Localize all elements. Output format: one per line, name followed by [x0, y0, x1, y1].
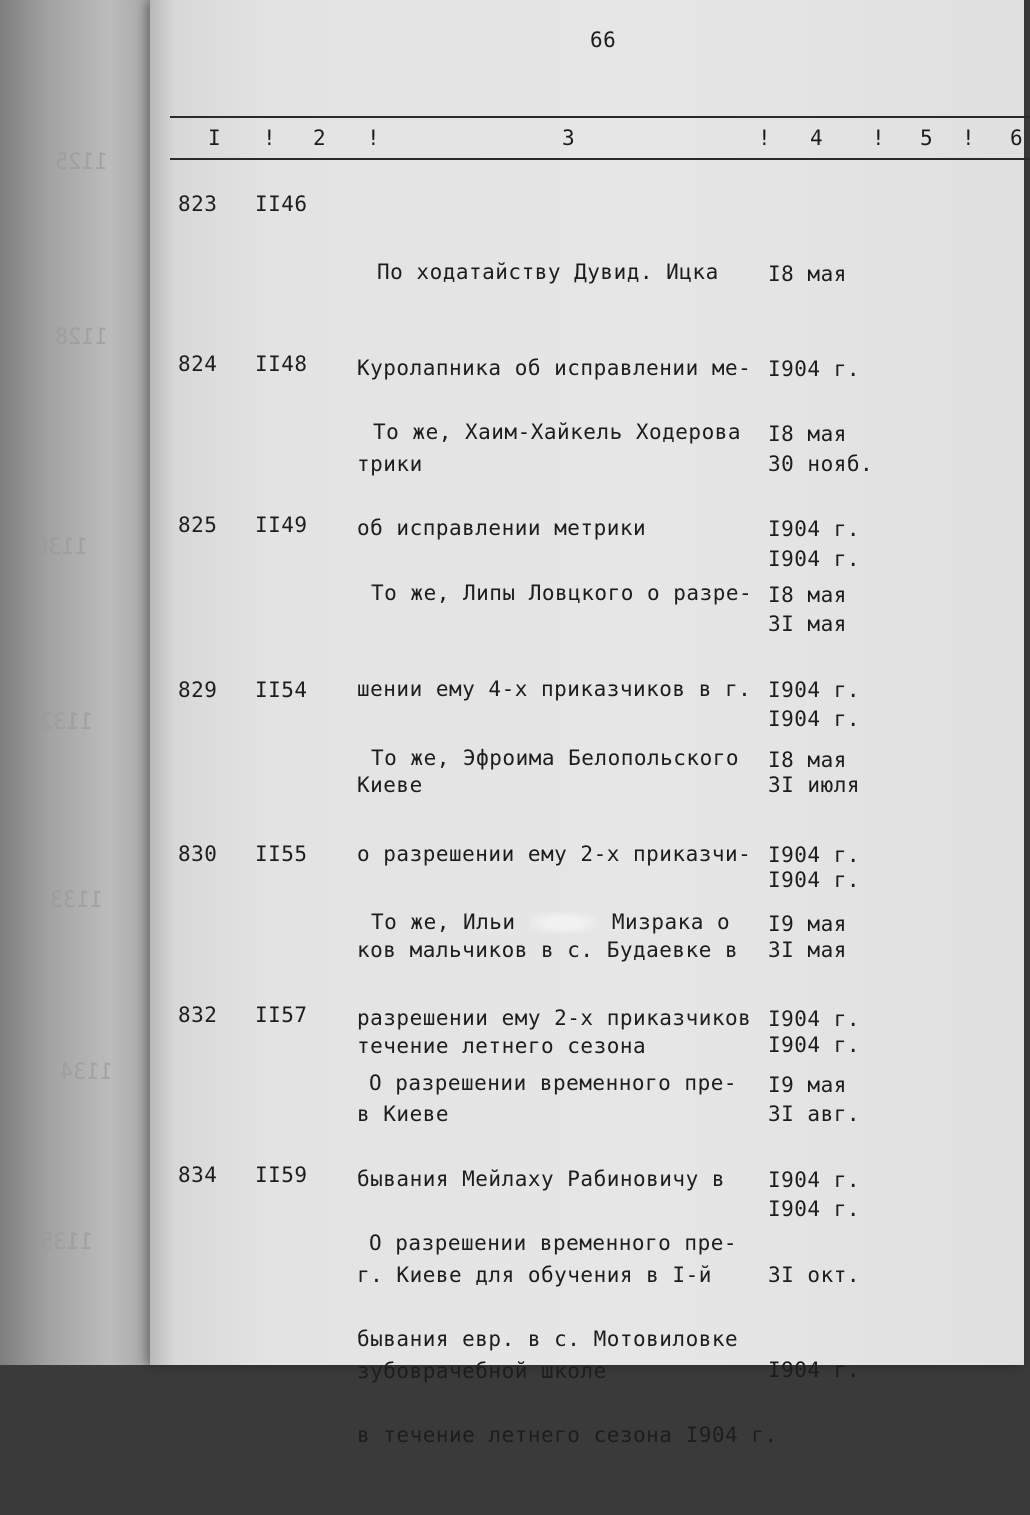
- date-line: 30 нояб.: [768, 452, 874, 476]
- description-line: О разрешении временного пре-: [369, 1231, 738, 1255]
- description-fragment: То же, Ильи: [371, 910, 516, 934]
- column-separator: !: [758, 126, 772, 150]
- column-header-5: 5: [920, 126, 934, 150]
- description-line: бывания Мейлаху Рабиновичу в: [357, 1167, 726, 1191]
- entry-code: II46: [255, 192, 308, 216]
- date-line: I904 г.: [768, 1168, 861, 1192]
- date-line: I904 г.: [768, 868, 861, 892]
- date-line: I9 мая: [768, 1073, 847, 1097]
- column-separator: !: [962, 126, 976, 150]
- description-line: [357, 906, 751, 938]
- entry-number: 830: [178, 842, 218, 866]
- entry-code: II54: [255, 678, 308, 702]
- ghost-number: 1128: [55, 325, 108, 350]
- previous-page-edge: [0, 0, 150, 1365]
- date-line: 3I окт.: [768, 1263, 861, 1287]
- entry-code: II48: [255, 352, 308, 376]
- description-line: ков мальчиков в с. Будаевке в: [357, 938, 739, 962]
- ghost-number: 1133: [50, 888, 103, 913]
- document-page: [150, 0, 1024, 1447]
- date-line: I904 г.: [768, 1033, 861, 1057]
- description-line: Киеве: [357, 773, 423, 797]
- description-line: об исправлении метрики: [357, 516, 647, 540]
- entry-number: 834: [178, 1163, 218, 1187]
- date-line: I904 г.: [768, 843, 861, 867]
- description-line: в Киеве: [357, 1102, 450, 1126]
- description-line: О разрешении временного пре-: [369, 1071, 738, 1095]
- description-line: зубоврачебной школе: [357, 1359, 607, 1383]
- date-line: I904 г.: [768, 1358, 861, 1382]
- entry-code: II59: [255, 1163, 308, 1187]
- entry-number: 825: [178, 513, 218, 537]
- date-line: I8 мая: [768, 422, 847, 446]
- entry-code: II57: [255, 1003, 308, 1027]
- entry-number: 832: [178, 1003, 218, 1027]
- entry-description: [357, 1163, 778, 1515]
- description-fragment: Мизрака о: [611, 910, 731, 934]
- date-line: I8 мая: [768, 583, 847, 607]
- column-header-4: 4: [810, 126, 824, 150]
- redaction-blot: [529, 912, 599, 934]
- description-line: трики: [357, 452, 423, 476]
- ghost-number: 1135: [40, 1230, 93, 1255]
- date-line: 3I авг.: [768, 1102, 861, 1126]
- column-header-6: 6: [1010, 126, 1024, 150]
- date-line: I904 г.: [768, 1197, 861, 1221]
- entry-number: 829: [178, 678, 218, 702]
- date-line: 3I мая: [768, 612, 847, 636]
- description-line: о разрешении ему 2-х приказчи-: [357, 842, 752, 866]
- ghost-number: 1125: [55, 150, 108, 175]
- column-separator: !: [263, 126, 277, 150]
- entry-code: II55: [255, 842, 308, 866]
- date-line: I904 г.: [768, 1007, 861, 1031]
- description-line: То же, Хаим-Хайкель Ходерова: [373, 420, 742, 444]
- ghost-number: 1132: [40, 710, 93, 735]
- ghost-number: 1134: [60, 1060, 113, 1085]
- entry-number: 824: [178, 352, 218, 376]
- column-header-1: I: [208, 126, 222, 150]
- date-line: 3I мая: [768, 938, 847, 962]
- column-header-3: 3: [562, 126, 576, 150]
- date-line: I904 г.: [768, 707, 861, 731]
- description-line: разрешении ему 2-х приказчиков: [357, 1006, 752, 1030]
- date-line: I904 г.: [768, 357, 861, 381]
- entry-number: 823: [178, 192, 218, 216]
- date-line: I904 г.: [768, 547, 861, 571]
- entry-code: II49: [255, 513, 308, 537]
- description-line: То же, Эфроима Белопольского: [371, 746, 740, 770]
- description-line: То же, Липы Ловцкого о разре-: [371, 581, 753, 605]
- date-line: I8 мая: [768, 748, 847, 772]
- description-line: г. Киеве для обучения в I-й: [357, 1263, 712, 1287]
- header-rule-bottom: [170, 158, 1030, 160]
- header-rule-top: [170, 116, 1030, 118]
- column-header-2: 2: [313, 126, 327, 150]
- description-line: Куролапника об исправлении ме-: [357, 356, 752, 380]
- description-line: По ходатайству Дувид. Ицка: [377, 260, 719, 284]
- ghost-number: 1130: [35, 535, 88, 560]
- description-line: в течение летнего сезона I904 г.: [357, 1423, 778, 1447]
- description-line: течение летнего сезона: [357, 1034, 647, 1058]
- date-line: 3I июля: [768, 773, 861, 797]
- page-number: 66: [590, 28, 617, 52]
- date-line: I8 мая: [768, 262, 847, 286]
- description-line: шении ему 4-х приказчиков в г.: [357, 677, 752, 701]
- date-line: I904 г.: [768, 517, 861, 541]
- column-separator: !: [872, 126, 886, 150]
- description-line: бывания евр. в с. Мотовиловке: [357, 1327, 739, 1351]
- date-line: I904 г.: [768, 678, 861, 702]
- date-line: I9 мая: [768, 912, 847, 936]
- column-separator: !: [367, 126, 381, 150]
